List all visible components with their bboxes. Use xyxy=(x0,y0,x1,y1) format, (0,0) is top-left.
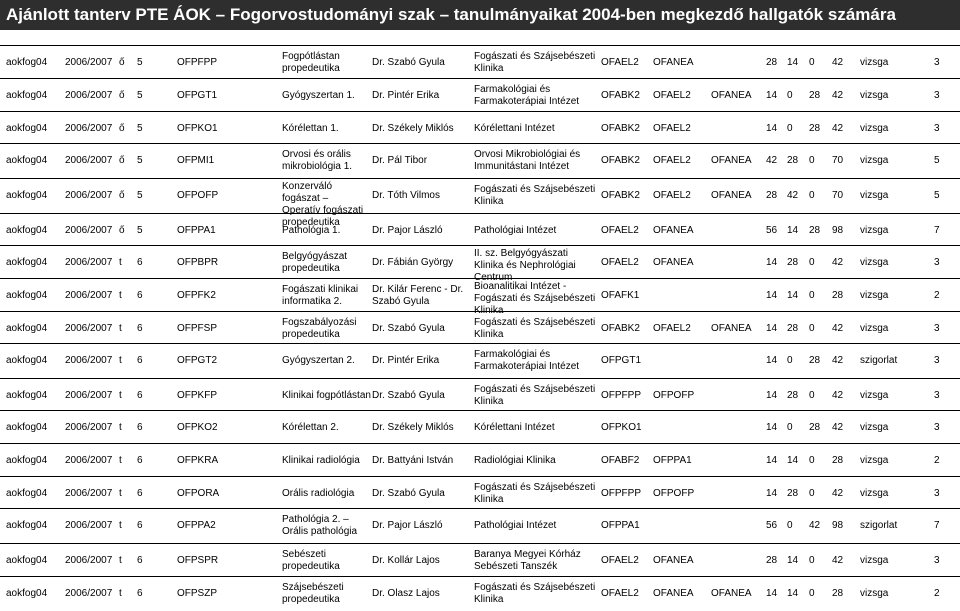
exam-type-cell: vizsga xyxy=(860,225,889,236)
exam-type-cell: vizsga xyxy=(860,190,889,201)
prerequisite-cell: OFABK2 xyxy=(601,323,640,334)
lecturer-cell: Dr. Pintér Erika xyxy=(372,355,440,366)
lecturer-cell: Dr. Pintér Erika xyxy=(372,90,440,101)
total-hours-cell: 42 xyxy=(832,123,844,134)
semester-cell: t xyxy=(119,323,122,334)
code-cell: OFPKO2 xyxy=(177,422,218,433)
department-cell: Fogászati és Szájsebészeti Klinika xyxy=(474,384,596,407)
seminar-hours-cell: 0 xyxy=(809,257,815,268)
exam-type-cell: vizsga xyxy=(860,390,889,401)
code-cell: OFPPA2 xyxy=(177,520,216,531)
year-cell: 2006/2007 xyxy=(65,555,113,566)
semester-cell: t xyxy=(119,257,122,268)
semester-number-cell: 6 xyxy=(137,323,143,334)
prerequisite-cell: OFABK2 xyxy=(601,155,640,166)
prerequisite-cell: OFAEL2 xyxy=(601,588,639,599)
table-row xyxy=(0,78,960,111)
prerequisite-cell: OFAEL2 xyxy=(653,155,691,166)
prerequisite-cell: OFANEA xyxy=(711,588,752,599)
prerequisite-cell: OFANEA xyxy=(653,257,694,268)
table-row xyxy=(0,508,960,541)
prerequisite-cell: OFANEA xyxy=(653,225,694,236)
practice-hours-cell: 14 xyxy=(787,225,799,236)
subject-name-cell: Belgyógyászat propedeutika xyxy=(282,251,348,274)
semester-cell: t xyxy=(119,422,122,433)
exam-type-cell: vizsga xyxy=(860,555,889,566)
year-cell: 2006/2007 xyxy=(65,90,113,101)
total-hours-cell: 98 xyxy=(832,225,844,236)
practice-hours-cell: 0 xyxy=(787,520,793,531)
practice-hours-cell: 28 xyxy=(787,390,799,401)
subject-name-cell: Fogszabályozási propedeutika xyxy=(282,317,357,340)
table-row xyxy=(0,311,960,344)
total-hours-cell: 42 xyxy=(832,323,844,334)
semester-cell: ő xyxy=(119,90,125,101)
seminar-hours-cell: 28 xyxy=(809,225,821,236)
table-row xyxy=(0,143,960,176)
lecturer-cell: Dr. Szabó Gyula xyxy=(372,488,445,499)
department-cell: Radiológiai Klinika xyxy=(474,455,556,466)
year-cell: 2006/2007 xyxy=(65,225,113,236)
year-cell: 2006/2007 xyxy=(65,488,113,499)
lecture-hours-cell: 14 xyxy=(766,290,778,301)
subject-name-cell: Fogászati klinikai informatika 2. xyxy=(282,284,359,307)
prerequisite-cell: OFPFPP xyxy=(601,390,642,401)
total-hours-cell: 70 xyxy=(832,190,844,201)
semester-number-cell: 6 xyxy=(137,422,143,433)
semester-cell: t xyxy=(119,390,122,401)
credits-cell: 3 xyxy=(934,555,940,566)
total-hours-cell: 42 xyxy=(832,488,844,499)
prerequisite-cell: OFPOFP xyxy=(653,488,695,499)
prerequisite-cell: OFPGT1 xyxy=(601,355,642,366)
department-cell: Baranya Megyei Kórház Sebészeti Tanszék xyxy=(474,549,581,572)
total-hours-cell: 42 xyxy=(832,90,844,101)
practice-hours-cell: 0 xyxy=(787,355,793,366)
department-cell: Pathológiai Intézet xyxy=(474,225,557,236)
seminar-hours-cell: 0 xyxy=(809,155,815,166)
department-cell: Fogászati és Szájsebészeti Klinika xyxy=(474,582,596,605)
code-cell: OFPGT1 xyxy=(177,90,218,101)
practice-hours-cell: 14 xyxy=(787,588,799,599)
program-cell: aokfog04 xyxy=(6,190,48,201)
year-cell: 2006/2007 xyxy=(65,57,113,68)
department-cell: Fogászati és Szájsebészeti Klinika xyxy=(474,51,596,74)
lecture-hours-cell: 14 xyxy=(766,355,778,366)
semester-cell: ő xyxy=(119,57,125,68)
semester-number-cell: 6 xyxy=(137,588,143,599)
table-row xyxy=(0,178,960,228)
department-cell: Kórélettani Intézet xyxy=(474,422,555,433)
lecturer-cell: Dr. Szabó Gyula xyxy=(372,390,445,401)
prerequisite-cell: OFAEL2 xyxy=(601,257,639,268)
practice-hours-cell: 14 xyxy=(787,455,799,466)
year-cell: 2006/2007 xyxy=(65,422,113,433)
prerequisite-cell: OFAEL2 xyxy=(653,90,691,101)
semester-number-cell: 5 xyxy=(137,57,143,68)
credits-cell: 2 xyxy=(934,588,940,599)
semester-cell: ő xyxy=(119,225,125,236)
year-cell: 2006/2007 xyxy=(65,190,113,201)
department-cell: Bioanalitikai Intézet - Fogászati és Szájsebészeti Klinika xyxy=(474,281,596,316)
subject-name-cell: Pathológia 2. – Orális pathológia xyxy=(282,514,358,537)
subject-name-cell: Konzerváló fogászat – Operatív fogászati propedeutika xyxy=(282,181,364,228)
semester-number-cell: 6 xyxy=(137,290,143,301)
lecturer-cell: Dr. Tóth Vilmos xyxy=(372,190,440,201)
code-cell: OFPMI1 xyxy=(177,155,215,166)
subject-name-cell: Pathológia 1. xyxy=(282,225,341,236)
department-cell: Fogászati és Szájsebészeti Klinika xyxy=(474,184,596,207)
code-cell: OFPSZP xyxy=(177,588,218,599)
table-row xyxy=(0,543,960,576)
code-cell: OFPOFP xyxy=(177,190,219,201)
program-cell: aokfog04 xyxy=(6,520,48,531)
credits-cell: 2 xyxy=(934,290,940,301)
prerequisite-cell: OFAEL2 xyxy=(601,555,639,566)
lecture-hours-cell: 14 xyxy=(766,488,778,499)
semester-cell: t xyxy=(119,520,122,531)
prerequisite-cell: OFAFK1 xyxy=(601,290,640,301)
year-cell: 2006/2007 xyxy=(65,355,113,366)
practice-hours-cell: 28 xyxy=(787,257,799,268)
lecture-hours-cell: 28 xyxy=(766,190,778,201)
credits-cell: 3 xyxy=(934,323,940,334)
code-cell: OFPFSP xyxy=(177,323,218,334)
total-hours-cell: 42 xyxy=(832,57,844,68)
credits-cell: 3 xyxy=(934,57,940,68)
credits-cell: 7 xyxy=(934,520,940,531)
semester-cell: t xyxy=(119,455,122,466)
lecture-hours-cell: 14 xyxy=(766,323,778,334)
department-cell: Fogászati és Szájsebészeti Klinika xyxy=(474,317,596,340)
lecturer-cell: Dr. Fábián György xyxy=(372,257,454,268)
semester-number-cell: 5 xyxy=(137,190,143,201)
seminar-hours-cell: 28 xyxy=(809,355,821,366)
table-row xyxy=(0,45,960,78)
code-cell: OFPKFP xyxy=(177,390,218,401)
prerequisite-cell: OFANEA xyxy=(711,155,752,166)
practice-hours-cell: 28 xyxy=(787,155,799,166)
lecturer-cell: Dr. Székely Miklós xyxy=(372,422,454,433)
semester-number-cell: 5 xyxy=(137,155,143,166)
prerequisite-cell: OFABK2 xyxy=(601,90,640,101)
prerequisite-cell: OFAEL2 xyxy=(653,123,691,134)
department-cell: Orvosi Mikrobiológiai és Immunitástani Intézet xyxy=(474,149,581,172)
code-cell: OFPSPR xyxy=(177,555,219,566)
subject-name-cell: Fogpótlástan propedeutika xyxy=(282,51,340,74)
subject-name-cell: Gyógyszertan 2. xyxy=(282,355,355,366)
code-cell: OFPPA1 xyxy=(177,225,216,236)
seminar-hours-cell: 0 xyxy=(809,488,815,499)
table-row xyxy=(0,245,960,283)
exam-type-cell: szigorlat xyxy=(860,355,898,366)
lecturer-cell: Dr. Székely Miklós xyxy=(372,123,454,134)
program-cell: aokfog04 xyxy=(6,488,48,499)
lecture-hours-cell: 14 xyxy=(766,390,778,401)
code-cell: OFPKRA xyxy=(177,455,219,466)
total-hours-cell: 42 xyxy=(832,390,844,401)
lecture-hours-cell: 14 xyxy=(766,422,778,433)
department-cell: Pathológiai Intézet xyxy=(474,520,557,531)
prerequisite-cell: OFPOFP xyxy=(653,390,695,401)
total-hours-cell: 28 xyxy=(832,290,844,301)
seminar-hours-cell: 28 xyxy=(809,123,821,134)
lecture-hours-cell: 14 xyxy=(766,123,778,134)
exam-type-cell: vizsga xyxy=(860,290,889,301)
year-cell: 2006/2007 xyxy=(65,290,113,301)
table-row xyxy=(0,111,960,144)
credits-cell: 5 xyxy=(934,190,940,201)
seminar-hours-cell: 28 xyxy=(809,422,821,433)
total-hours-cell: 70 xyxy=(832,155,844,166)
seminar-hours-cell: 0 xyxy=(809,323,815,334)
lecturer-cell: Dr. Kollár Lajos xyxy=(372,555,440,566)
table-row xyxy=(0,443,960,476)
subject-name-cell: Klinikai fogpótlástan xyxy=(282,390,371,401)
table-row xyxy=(0,576,960,609)
credits-cell: 3 xyxy=(934,355,940,366)
program-cell: aokfog04 xyxy=(6,588,48,599)
exam-type-cell: vizsga xyxy=(860,422,889,433)
prerequisite-cell: OFPPA1 xyxy=(653,455,692,466)
table-row xyxy=(0,278,960,316)
table-row xyxy=(0,378,960,411)
lecturer-cell: Dr. Kilár Ferenc - Dr. Szabó Gyula xyxy=(372,284,464,307)
year-cell: 2006/2007 xyxy=(65,520,113,531)
subject-name-cell: Kórélettan 2. xyxy=(282,422,339,433)
subject-name-cell: Kórélettan 1. xyxy=(282,123,339,134)
semester-cell: t xyxy=(119,290,122,301)
lecturer-cell: Dr. Pajor László xyxy=(372,225,443,236)
credits-cell: 3 xyxy=(934,257,940,268)
prerequisite-cell: OFPKO1 xyxy=(601,422,642,433)
code-cell: OFPORA xyxy=(177,488,220,499)
lecture-hours-cell: 14 xyxy=(766,257,778,268)
department-cell: II. sz. Belgyógyászati Klinika és Nephrológiai Centrum xyxy=(474,248,576,283)
seminar-hours-cell: 0 xyxy=(809,588,815,599)
seminar-hours-cell: 0 xyxy=(809,455,815,466)
practice-hours-cell: 14 xyxy=(787,290,799,301)
exam-type-cell: vizsga xyxy=(860,57,889,68)
program-cell: aokfog04 xyxy=(6,455,48,466)
seminar-hours-cell: 0 xyxy=(809,290,815,301)
exam-type-cell: vizsga xyxy=(860,488,889,499)
semester-number-cell: 5 xyxy=(137,123,143,134)
credits-cell: 5 xyxy=(934,155,940,166)
program-cell: aokfog04 xyxy=(6,123,48,134)
credits-cell: 7 xyxy=(934,225,940,236)
prerequisite-cell: OFANEA xyxy=(653,555,694,566)
credits-cell: 3 xyxy=(934,123,940,134)
exam-type-cell: vizsga xyxy=(860,588,889,599)
year-cell: 2006/2007 xyxy=(65,155,113,166)
semester-cell: ő xyxy=(119,123,125,134)
lecturer-cell: Dr. Olasz Lajos xyxy=(372,588,440,599)
table-row xyxy=(0,213,960,246)
year-cell: 2006/2007 xyxy=(65,257,113,268)
semester-cell: ő xyxy=(119,190,125,201)
practice-hours-cell: 0 xyxy=(787,90,793,101)
subject-name-cell: Szájsebészeti propedeutika xyxy=(282,582,344,605)
lecturer-cell: Dr. Pál Tibor xyxy=(372,155,428,166)
lecture-hours-cell: 56 xyxy=(766,520,778,531)
code-cell: OFPFPP xyxy=(177,57,218,68)
semester-number-cell: 6 xyxy=(137,257,143,268)
lecture-hours-cell: 56 xyxy=(766,225,778,236)
practice-hours-cell: 42 xyxy=(787,190,799,201)
total-hours-cell: 28 xyxy=(832,588,844,599)
semester-number-cell: 6 xyxy=(137,488,143,499)
program-cell: aokfog04 xyxy=(6,390,48,401)
seminar-hours-cell: 28 xyxy=(809,90,821,101)
total-hours-cell: 42 xyxy=(832,355,844,366)
exam-type-cell: szigorlat xyxy=(860,520,898,531)
subject-name-cell: Gyógyszertan 1. xyxy=(282,90,355,101)
prerequisite-cell: OFPFPP xyxy=(601,488,642,499)
lecturer-cell: Dr. Battyáni István xyxy=(372,455,454,466)
semester-number-cell: 5 xyxy=(137,90,143,101)
lecture-hours-cell: 42 xyxy=(766,155,778,166)
credits-cell: 3 xyxy=(934,422,940,433)
code-cell: OFPFK2 xyxy=(177,290,216,301)
total-hours-cell: 42 xyxy=(832,555,844,566)
semester-number-cell: 6 xyxy=(137,355,143,366)
semester-number-cell: 6 xyxy=(137,455,143,466)
exam-type-cell: vizsga xyxy=(860,455,889,466)
semester-cell: t xyxy=(119,588,122,599)
lecture-hours-cell: 14 xyxy=(766,455,778,466)
year-cell: 2006/2007 xyxy=(65,588,113,599)
lecturer-cell: Dr. Pajor László xyxy=(372,520,443,531)
semester-cell: ő xyxy=(119,155,125,166)
program-cell: aokfog04 xyxy=(6,225,48,236)
practice-hours-cell: 28 xyxy=(787,488,799,499)
semester-cell: t xyxy=(119,488,122,499)
year-cell: 2006/2007 xyxy=(65,455,113,466)
practice-hours-cell: 28 xyxy=(787,323,799,334)
year-cell: 2006/2007 xyxy=(65,323,113,334)
prerequisite-cell: OFANEA xyxy=(653,588,694,599)
prerequisite-cell: OFANEA xyxy=(653,57,694,68)
credits-cell: 3 xyxy=(934,90,940,101)
prerequisite-cell: OFAEL2 xyxy=(601,225,639,236)
lecture-hours-cell: 14 xyxy=(766,90,778,101)
department-cell: Farmakológiai és Farmakoterápiai Intézet xyxy=(474,349,580,372)
total-hours-cell: 98 xyxy=(832,520,844,531)
code-cell: OFPBPR xyxy=(177,257,219,268)
semester-cell: t xyxy=(119,555,122,566)
year-cell: 2006/2007 xyxy=(65,390,113,401)
seminar-hours-cell: 42 xyxy=(809,520,821,531)
lecture-hours-cell: 14 xyxy=(766,588,778,599)
semester-number-cell: 5 xyxy=(137,225,143,236)
lecture-hours-cell: 28 xyxy=(766,57,778,68)
prerequisite-cell: OFAEL2 xyxy=(653,190,691,201)
credits-cell: 3 xyxy=(934,488,940,499)
total-hours-cell: 42 xyxy=(832,422,844,433)
semester-number-cell: 6 xyxy=(137,520,143,531)
program-cell: aokfog04 xyxy=(6,257,48,268)
program-cell: aokfog04 xyxy=(6,57,48,68)
exam-type-cell: vizsga xyxy=(860,155,889,166)
table-row xyxy=(0,343,960,376)
page-title: Ajánlott tanterv PTE ÁOK – Fogorvostudományi szak – tanulmányaikat 2004-ben megkezdő hallgatók számára xyxy=(6,5,896,24)
subject-name-cell: Orális radiológia xyxy=(282,488,355,499)
table-row xyxy=(0,476,960,509)
table-row xyxy=(0,410,960,443)
lecture-hours-cell: 28 xyxy=(766,555,778,566)
subject-name-cell: Sebészeti propedeutika xyxy=(282,549,340,572)
subject-name-cell: Klinikai radiológia xyxy=(282,455,360,466)
prerequisite-cell: OFAEL2 xyxy=(653,323,691,334)
practice-hours-cell: 14 xyxy=(787,555,799,566)
prerequisite-cell: OFABK2 xyxy=(601,123,640,134)
seminar-hours-cell: 0 xyxy=(809,555,815,566)
program-cell: aokfog04 xyxy=(6,155,48,166)
prerequisite-cell: OFANEA xyxy=(711,323,752,334)
year-cell: 2006/2007 xyxy=(65,123,113,134)
prerequisite-cell: OFAEL2 xyxy=(601,57,639,68)
program-cell: aokfog04 xyxy=(6,355,48,366)
seminar-hours-cell: 0 xyxy=(809,190,815,201)
prerequisite-cell: OFABF2 xyxy=(601,455,640,466)
department-cell: Fogászati és Szájsebészeti Klinika xyxy=(474,482,596,505)
total-hours-cell: 28 xyxy=(832,455,844,466)
total-hours-cell: 42 xyxy=(832,257,844,268)
exam-type-cell: vizsga xyxy=(860,90,889,101)
semester-number-cell: 6 xyxy=(137,555,143,566)
lecturer-cell: Dr. Szabó Gyula xyxy=(372,57,445,68)
program-cell: aokfog04 xyxy=(6,422,48,433)
prerequisite-cell: OFANEA xyxy=(711,190,752,201)
lecturer-cell: Dr. Szabó Gyula xyxy=(372,323,445,334)
code-cell: OFPKO1 xyxy=(177,123,218,134)
practice-hours-cell: 0 xyxy=(787,422,793,433)
prerequisite-cell: OFANEA xyxy=(711,90,752,101)
exam-type-cell: vizsga xyxy=(860,257,889,268)
semester-number-cell: 6 xyxy=(137,390,143,401)
practice-hours-cell: 0 xyxy=(787,123,793,134)
subject-name-cell: Orvosi és orális mikrobiológia 1. xyxy=(282,149,353,172)
prerequisite-cell: OFPPA1 xyxy=(601,520,640,531)
seminar-hours-cell: 0 xyxy=(809,390,815,401)
credits-cell: 3 xyxy=(934,390,940,401)
exam-type-cell: vizsga xyxy=(860,123,889,134)
department-cell: Kórélettani Intézet xyxy=(474,123,555,134)
semester-cell: t xyxy=(119,355,122,366)
header-bar xyxy=(0,0,960,30)
program-cell: aokfog04 xyxy=(6,555,48,566)
program-cell: aokfog04 xyxy=(6,323,48,334)
seminar-hours-cell: 0 xyxy=(809,57,815,68)
code-cell: OFPGT2 xyxy=(177,355,218,366)
prerequisite-cell: OFABK2 xyxy=(601,190,640,201)
practice-hours-cell: 14 xyxy=(787,57,799,68)
program-cell: aokfog04 xyxy=(6,90,48,101)
program-cell: aokfog04 xyxy=(6,290,48,301)
department-cell: Farmakológiai és Farmakoterápiai Intézet xyxy=(474,84,580,107)
credits-cell: 2 xyxy=(934,455,940,466)
exam-type-cell: vizsga xyxy=(860,323,889,334)
